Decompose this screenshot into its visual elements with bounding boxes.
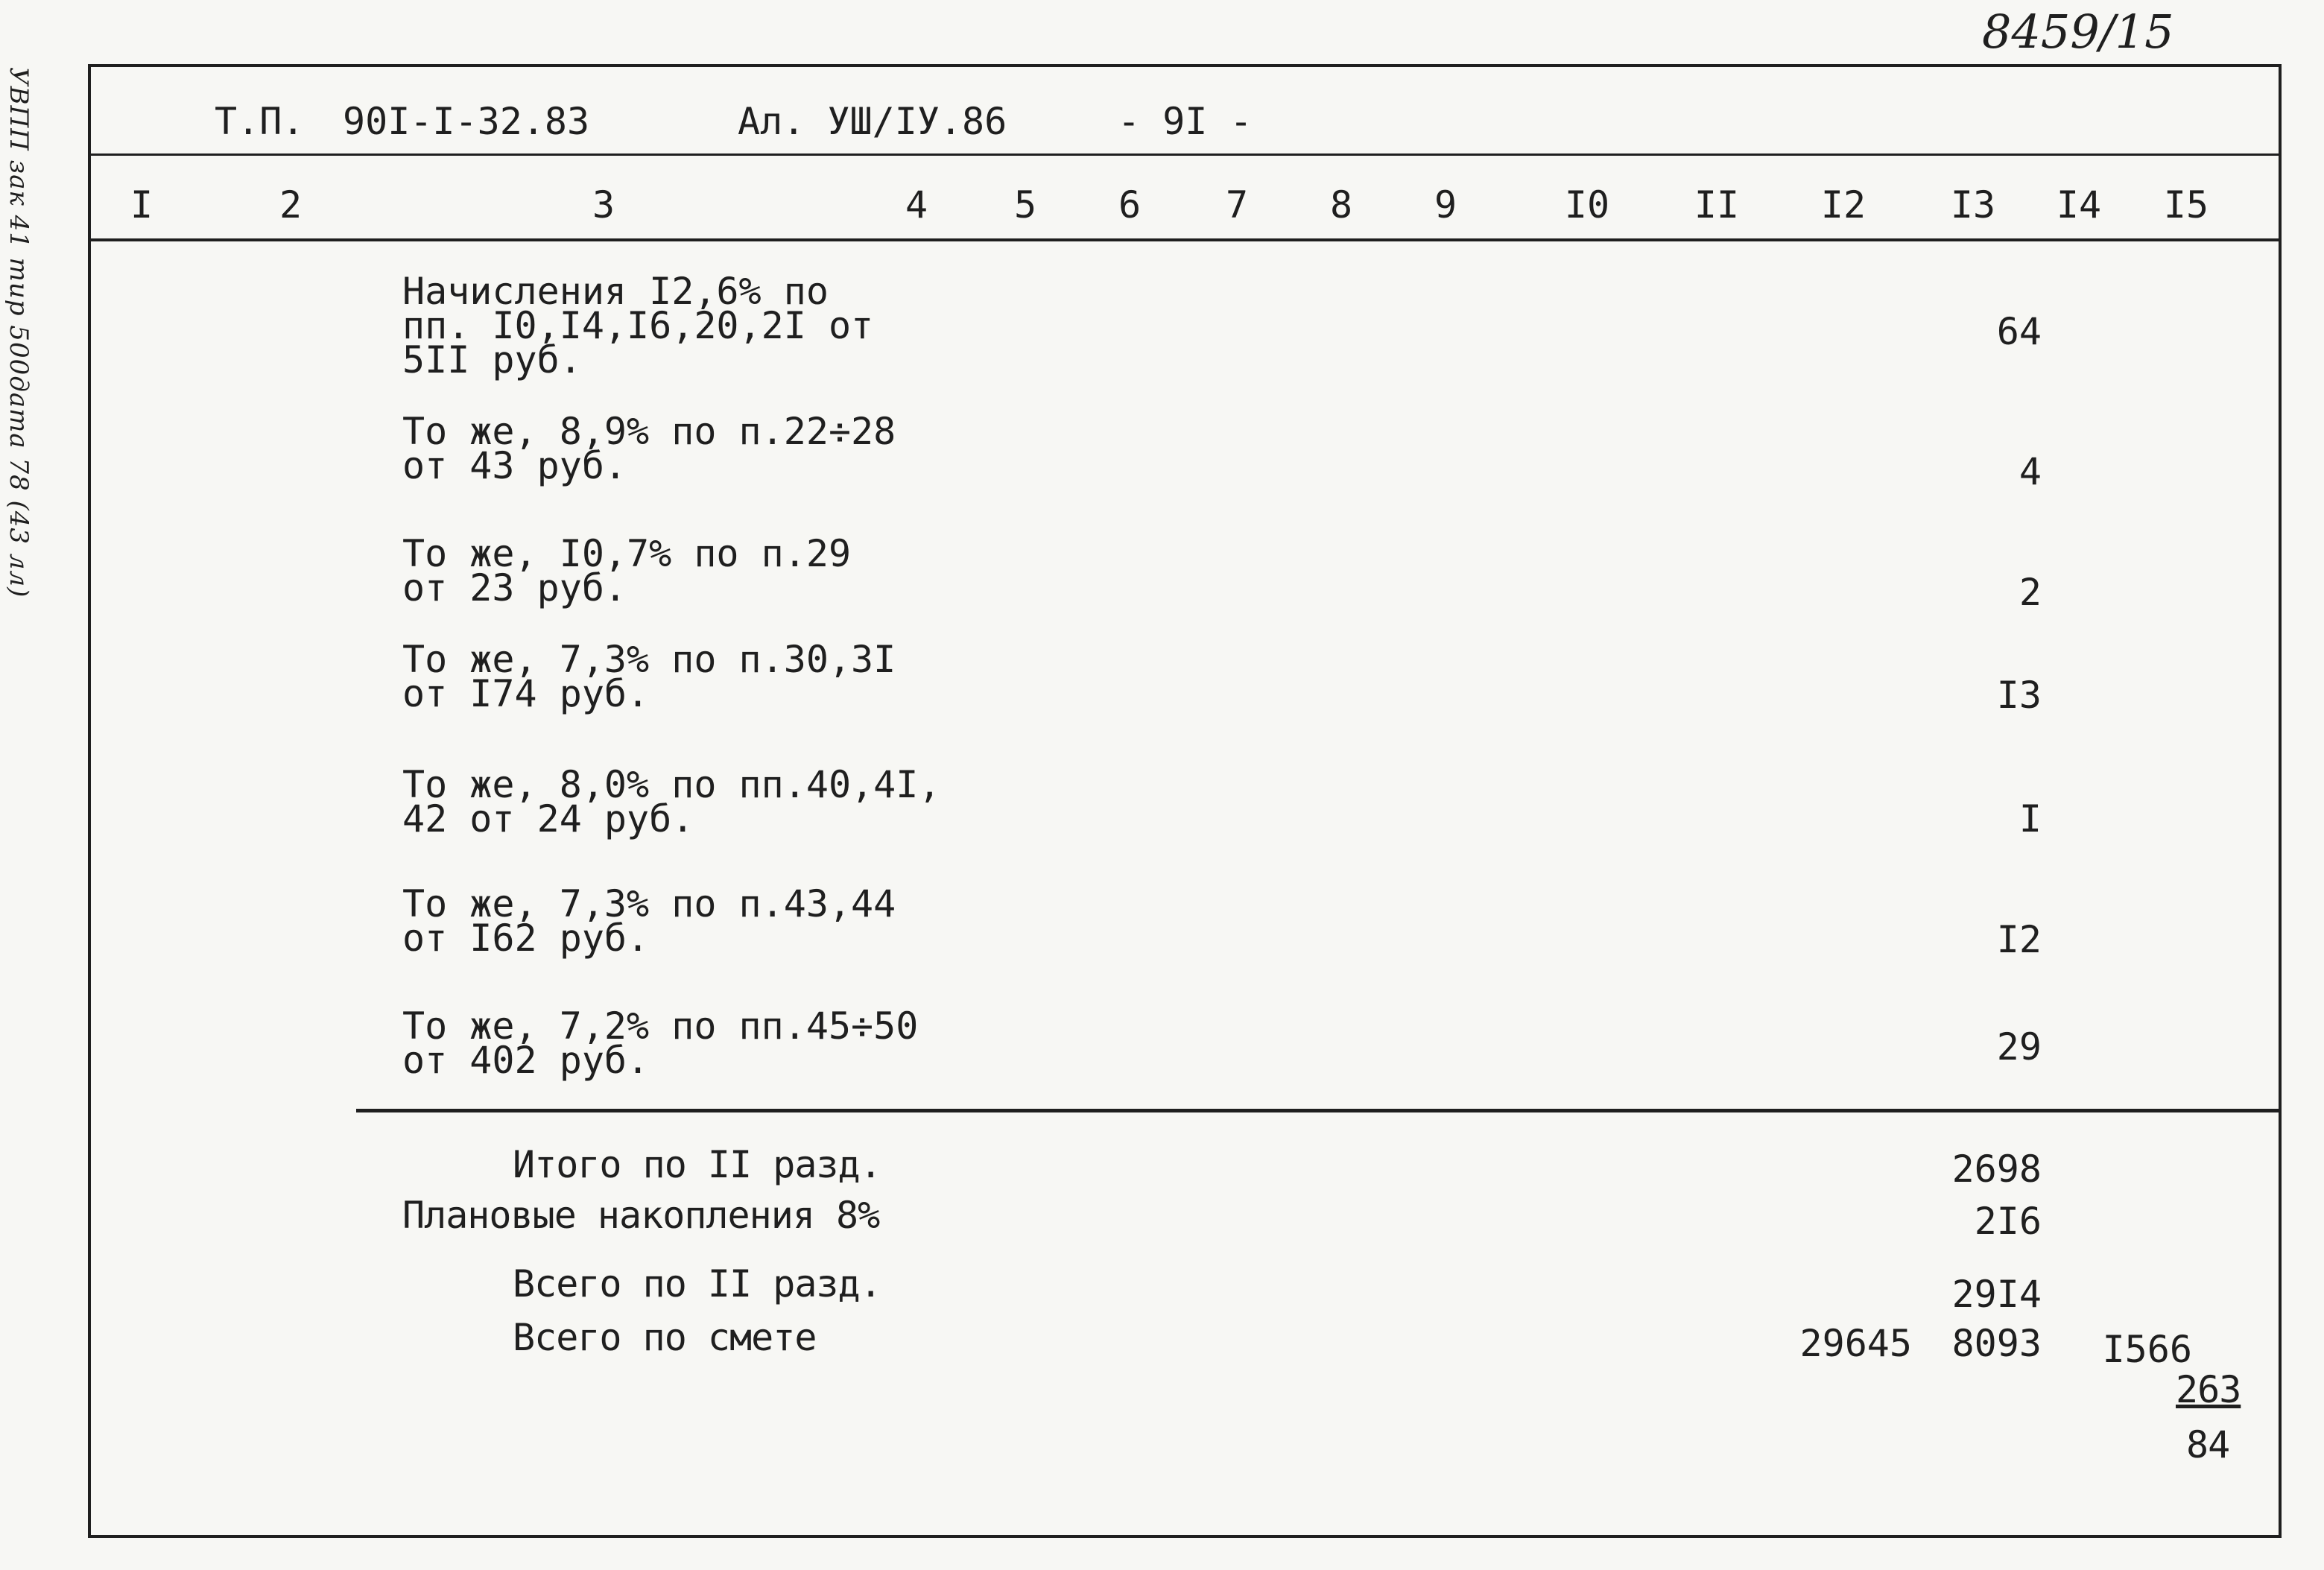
header-tp: Т.П. xyxy=(215,100,305,143)
col-header-1: I xyxy=(130,183,153,227)
vsego-razd-col13: 29I4 xyxy=(1951,1273,2042,1316)
vsego-col15-numerator: 263 xyxy=(2176,1368,2241,1411)
header-album: Ал. УШ/IУ.86 xyxy=(738,100,1007,143)
row-7-description: То же, 7,2% по пп.45÷50 от 402 руб. xyxy=(402,1004,919,1082)
corner-handwritten-note: 8459/15 xyxy=(1982,4,2174,59)
itogo-col13: 2698 xyxy=(1951,1148,2042,1191)
vsego-col14: I566 xyxy=(2102,1328,2192,1371)
col-header-12: I2 xyxy=(1820,183,1867,227)
plan-col13: 2I6 xyxy=(1974,1200,2042,1243)
vsego-smeta-label: Всего по смете xyxy=(513,1316,817,1359)
col-header-14: I4 xyxy=(2056,183,2102,227)
col-header-11: II xyxy=(1694,183,1740,227)
header-code: 90I-I-32.83 xyxy=(343,100,590,143)
col-header-2: 2 xyxy=(279,183,303,227)
header-divider xyxy=(88,153,2282,156)
col-header-4: 4 xyxy=(905,183,928,227)
row-7-col13: 29 xyxy=(1996,1025,2042,1069)
margin-print-note: УВПП зак 41 тир 500дата 78 (43 лл) xyxy=(4,67,34,598)
col-header-6: 6 xyxy=(1118,183,1142,227)
vsego-col15-denominator: 84 xyxy=(2186,1423,2230,1466)
row-3-col13: 2 xyxy=(2019,571,2042,614)
row-6-col13: I2 xyxy=(1996,918,2042,961)
plan-label: Плановые накопления 8% xyxy=(402,1194,880,1237)
itogo-label: Итого по II разд. xyxy=(513,1143,881,1186)
header-page-number: - 9I - xyxy=(1118,100,1253,143)
col-header-3: 3 xyxy=(592,183,615,227)
row-4-description: То же, 7,3% по п.30,3I от I74 руб. xyxy=(402,638,896,715)
row-5-col13: I xyxy=(2019,797,2042,841)
row-2-col13: 4 xyxy=(2019,450,2042,493)
row-1-description: Начисления I2,6% по пп. I0,I4,I6,20,2I от 5II руб. xyxy=(402,270,874,382)
col-header-13: I3 xyxy=(1950,183,1996,227)
col-header-8: 8 xyxy=(1329,183,1353,227)
column-header-divider xyxy=(88,238,2282,241)
row-2-description: То же, 8,9% по п.22÷28 от 43 руб. xyxy=(402,410,896,487)
col-header-9: 9 xyxy=(1434,183,1457,227)
row-6-description: То же, 7,3% по п.43,44 от I62 руб. xyxy=(402,882,896,960)
col-header-5: 5 xyxy=(1013,183,1037,227)
vsego-col12: 29645 xyxy=(1799,1322,1912,1365)
row-1-col13: 64 xyxy=(1996,310,2042,353)
col-header-7: 7 xyxy=(1225,183,1249,227)
vsego-col13: 8093 xyxy=(1951,1322,2042,1365)
row-4-col13: I3 xyxy=(1996,674,2042,717)
row-5-description: То же, 8,0% по пп.40,4I, 42 от 24 руб. xyxy=(402,763,941,841)
vsego-razd-label: Всего по II разд. xyxy=(513,1262,881,1305)
col-header-15: I5 xyxy=(2163,183,2209,227)
totals-divider xyxy=(356,1109,2282,1112)
row-3-description: То же, I0,7% по п.29 от 23 руб. xyxy=(402,532,852,610)
col-header-10: I0 xyxy=(1564,183,1610,227)
